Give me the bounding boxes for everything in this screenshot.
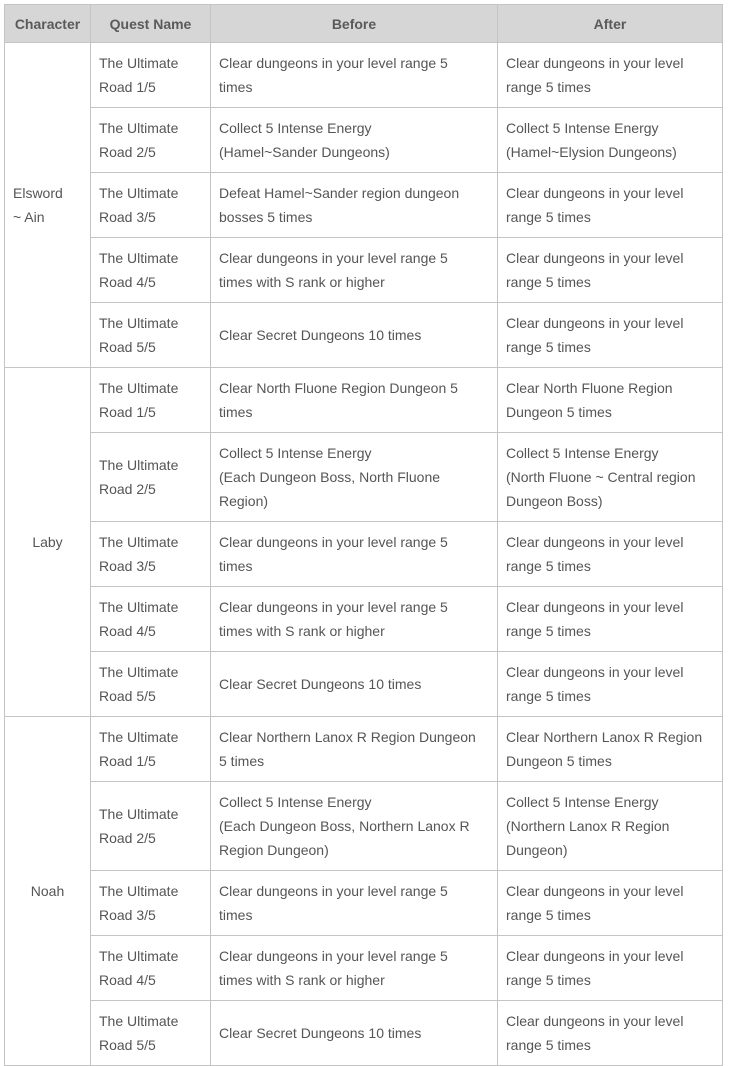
cell-line: Clear Northern Lanox R Region Dungeon (219, 729, 476, 745)
table-row (5, 936, 723, 1001)
after-cell (498, 871, 723, 936)
cell-line: times with S rank or higher (219, 274, 385, 290)
table-row (5, 108, 723, 173)
cell-line: Clear dungeons in your level (506, 534, 684, 550)
cell-line: Road 4/5 (99, 972, 156, 988)
cell-line: The Ultimate (99, 806, 179, 822)
cell-line: range 5 times (506, 1037, 591, 1053)
quest-name-cell (91, 43, 211, 108)
cell-line: Collect 5 Intense Energy (219, 120, 372, 136)
before-cell (211, 1001, 498, 1066)
before-cell (211, 108, 498, 173)
before-cell (211, 238, 498, 303)
cell-line: Clear dungeons in your level (506, 1013, 684, 1029)
cell-line: Clear dungeons in your level (506, 250, 684, 266)
before-cell (211, 368, 498, 433)
after-cell (498, 717, 723, 782)
quest-changes-table (4, 4, 723, 1066)
quest-name-cell (91, 587, 211, 652)
cell-line: range 5 times (506, 972, 591, 988)
quest-name-cell (91, 303, 211, 368)
quest-name-cell (91, 173, 211, 238)
cell-line: Clear dungeons in your level range 5 (219, 883, 448, 899)
cell-line: Clear North Fluone Region Dungeon 5 (219, 380, 458, 396)
table-row (5, 173, 723, 238)
quest-name-cell (91, 717, 211, 782)
cell-line: (Each Dungeon Boss, North Fluone (219, 469, 441, 485)
after-cell (498, 936, 723, 1001)
before-cell (211, 871, 498, 936)
after-cell (498, 173, 723, 238)
cell-line: Clear dungeons in your level (506, 315, 684, 331)
cell-line: Clear dungeons in your level range 5 (219, 948, 448, 964)
cell-line: Clear dungeons in your level range 5 (219, 534, 448, 550)
cell-line: Road 5/5 (99, 1037, 156, 1053)
quest-name-cell (91, 871, 211, 936)
cell-line: Road 3/5 (99, 907, 156, 923)
header-character: Character (5, 5, 91, 43)
cell-line: ~ Ain (13, 209, 45, 225)
cell-line: range 5 times (506, 339, 591, 355)
cell-line: Road 4/5 (99, 623, 156, 639)
cell-line: The Ultimate (99, 664, 179, 680)
cell-line: Clear dungeons in your level (506, 883, 684, 899)
cell-line: The Ultimate (99, 380, 179, 396)
cell-line: times with S rank or higher (219, 623, 385, 639)
before-cell (211, 173, 498, 238)
cell-line: Clear dungeons in your level (506, 664, 684, 680)
cell-line: Clear dungeons in your level range 5 (219, 250, 448, 266)
cell-line: times (219, 907, 253, 923)
after-cell (498, 587, 723, 652)
cell-line: The Ultimate (99, 457, 179, 473)
cell-line: (Hamel~Sander Dungeons) (219, 144, 390, 160)
cell-line: Clear dungeons in your level (506, 948, 684, 964)
before-cell (211, 522, 498, 587)
before-cell (211, 303, 498, 368)
cell-line: The Ultimate (99, 534, 179, 550)
cell-line: The Ultimate (99, 120, 179, 136)
table-row (5, 1001, 723, 1066)
table-body (5, 43, 723, 1066)
cell-line: Clear dungeons in your level (506, 185, 684, 201)
cell-line: The Ultimate (99, 55, 179, 71)
cell-line: Region) (219, 493, 269, 509)
quest-name-cell (91, 1001, 211, 1066)
table-row (5, 368, 723, 433)
table-header (5, 5, 723, 43)
character-cell (5, 717, 91, 1066)
cell-line: range 5 times (506, 558, 591, 574)
cell-line: Clear Secret Dungeons 10 times (219, 327, 422, 343)
cell-line: Road 4/5 (99, 274, 156, 290)
table-row (5, 587, 723, 652)
cell-line: The Ultimate (99, 250, 179, 266)
after-cell (498, 782, 723, 871)
table-row (5, 782, 723, 871)
cell-line: Road 1/5 (99, 79, 156, 95)
before-cell (211, 433, 498, 522)
cell-line: Collect 5 Intense Energy (219, 794, 372, 810)
cell-line: Clear dungeons in your level (506, 599, 684, 615)
after-cell (498, 108, 723, 173)
quest-name-cell (91, 238, 211, 303)
cell-line: The Ultimate (99, 185, 179, 201)
header-row (5, 5, 723, 43)
before-cell (211, 652, 498, 717)
quest-name-cell (91, 782, 211, 871)
cell-line: Elsword (13, 185, 63, 201)
table-row (5, 433, 723, 522)
cell-line: Collect 5 Intense Energy (506, 794, 659, 810)
quest-name-cell (91, 108, 211, 173)
cell-line: Clear Northern Lanox R Region (506, 729, 703, 745)
cell-line: Clear North Fluone Region (506, 380, 673, 396)
cell-line: range 5 times (506, 688, 591, 704)
cell-line: times (219, 558, 253, 574)
table-row (5, 43, 723, 108)
cell-line: Clear dungeons in your level (506, 55, 684, 71)
cell-line: Noah (30, 883, 65, 899)
cell-line: The Ultimate (99, 1013, 179, 1029)
cell-line: Dungeon 5 times (506, 753, 612, 769)
cell-line: Defeat Hamel~Sander region dungeon (219, 185, 460, 201)
cell-line: Clear dungeons in your level range 5 (219, 55, 448, 71)
header-quest-name: Quest Name (91, 5, 211, 43)
table-row (5, 238, 723, 303)
cell-line: Clear dungeons in your level range 5 (219, 599, 448, 615)
cell-line: range 5 times (506, 274, 591, 290)
after-cell (498, 303, 723, 368)
table-row (5, 303, 723, 368)
quest-name-cell (91, 652, 211, 717)
before-cell (211, 717, 498, 782)
quest-name-cell (91, 936, 211, 1001)
cell-line: Road 2/5 (99, 144, 156, 160)
header-after: After (498, 5, 723, 43)
cell-line: Road 1/5 (99, 404, 156, 420)
cell-line: range 5 times (506, 907, 591, 923)
after-cell (498, 433, 723, 522)
cell-line: (North Fluone ~ Central region (506, 469, 696, 485)
after-cell (498, 1001, 723, 1066)
before-cell (211, 782, 498, 871)
character-cell (5, 368, 91, 717)
cell-line: Road 3/5 (99, 558, 156, 574)
after-cell (498, 522, 723, 587)
cell-line: range 5 times (506, 209, 591, 225)
before-cell (211, 587, 498, 652)
after-cell (498, 43, 723, 108)
before-cell (211, 43, 498, 108)
cell-line: The Ultimate (99, 599, 179, 615)
cell-line: Road 1/5 (99, 753, 156, 769)
table-row (5, 871, 723, 936)
cell-line: Collect 5 Intense Energy (506, 120, 659, 136)
quest-name-cell (91, 368, 211, 433)
cell-line: Collect 5 Intense Energy (506, 445, 659, 461)
cell-line: Road 2/5 (99, 830, 156, 846)
after-cell (498, 238, 723, 303)
cell-line: 5 times (219, 753, 265, 769)
before-cell (211, 936, 498, 1001)
cell-line: Region Dungeon) (219, 842, 329, 858)
cell-line: Clear Secret Dungeons 10 times (219, 676, 422, 692)
cell-line: times (219, 79, 253, 95)
cell-line: Road 2/5 (99, 481, 156, 497)
quest-name-cell (91, 433, 211, 522)
cell-line: (Northern Lanox R Region (506, 818, 670, 834)
cell-line: Road 3/5 (99, 209, 156, 225)
cell-line: Dungeon) (506, 842, 568, 858)
cell-line: The Ultimate (99, 948, 179, 964)
cell-line: The Ultimate (99, 883, 179, 899)
cell-line: Clear Secret Dungeons 10 times (219, 1025, 422, 1041)
cell-line: (Hamel~Elysion Dungeons) (506, 144, 677, 160)
character-cell (5, 43, 91, 368)
table-row (5, 717, 723, 782)
cell-line: The Ultimate (99, 729, 179, 745)
cell-line: Collect 5 Intense Energy (219, 445, 372, 461)
cell-line: Road 5/5 (99, 339, 156, 355)
cell-line: bosses 5 times (219, 209, 313, 225)
after-cell (498, 652, 723, 717)
quest-name-cell (91, 522, 211, 587)
cell-line: range 5 times (506, 623, 591, 639)
header-before: Before (211, 5, 498, 43)
table-row (5, 522, 723, 587)
cell-line: The Ultimate (99, 315, 179, 331)
cell-line: range 5 times (506, 79, 591, 95)
cell-line: times (219, 404, 253, 420)
cell-line: Laby (32, 534, 63, 550)
cell-line: times with S rank or higher (219, 972, 385, 988)
cell-line: Road 5/5 (99, 688, 156, 704)
table-row (5, 652, 723, 717)
cell-line: Dungeon 5 times (506, 404, 612, 420)
cell-line: (Each Dungeon Boss, Northern Lanox R (219, 818, 470, 834)
after-cell (498, 368, 723, 433)
cell-line: Dungeon Boss) (506, 493, 603, 509)
